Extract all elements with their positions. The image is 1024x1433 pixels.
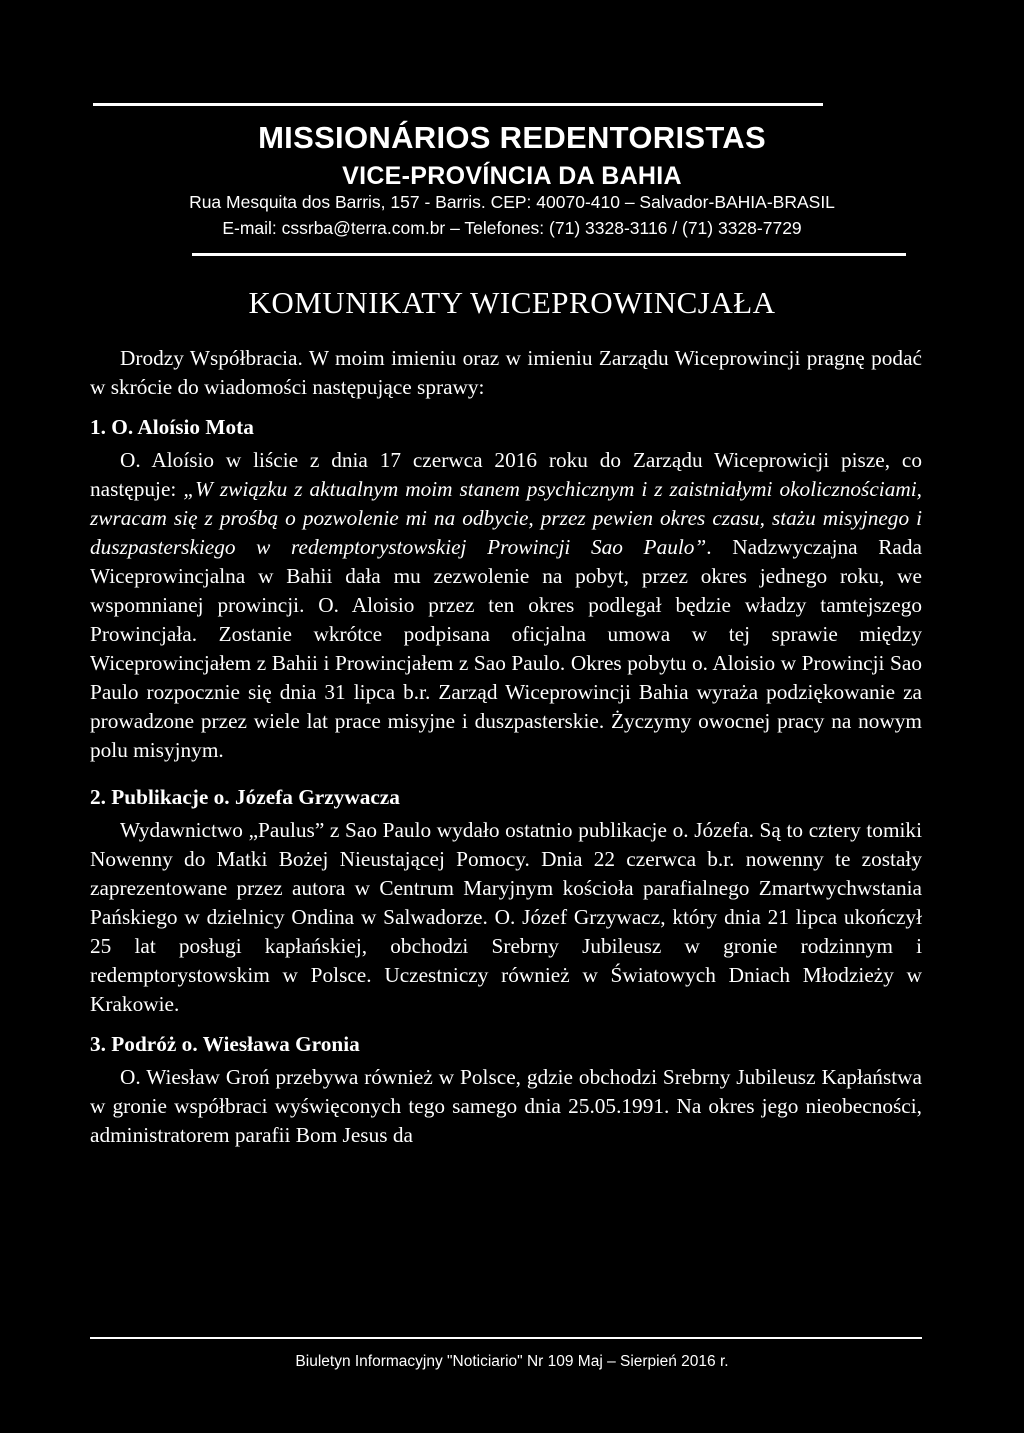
footer-rule: [90, 1337, 922, 1339]
section-heading: 1. O. Aloísio Mota: [90, 415, 254, 439]
section-paragraph: O. Wiesław Groń przebywa również w Polsce, gdzie obchodzi Srebrny Jubileusz Kapłaństwa w gronie współbraci wyświęconych tego samego dnia 25.05.1991. Na okres jego nieobecności, administratorem parafii Bom Jesus da: [90, 1065, 922, 1147]
section-quote: „W związku z aktualnym moim stanem psychicznym i z zaistniałymi okolicznościami, zwracam się z prośbą o pozwolenie mi na odbycie, przez pewien okres czasu, stażu misyjnego i duszpasterskiego w redemptorystowskiej Prowincji Sao Paulo”: [90, 477, 922, 559]
top-rule: [93, 103, 823, 106]
org-name: MISSIONÁRIOS REDENTORISTAS: [258, 120, 766, 155]
section-lead-text: O. Aloísio w liście z dnia 17 czerwca 2016 roku do Zarządu Wiceprowicji pisze, co następuje:: [90, 448, 922, 501]
section-heading: 2. Publikacje o. Józefa Grzywacza: [90, 785, 400, 809]
section-paragraph: Wydawnictwo „Paulus” z Sao Paulo wydało ostatnio publikacje o. Józefa. Są to cztery tomiki Nowenny do Matki Bożej Nieustającej Pomocy. Dnia 22 czerwca b.r. nowenny te zostały zaprezentowane przez autora w Centrum Maryjnym kościoła parafialnego Zmartwychwstania Pańskiego w dzielnicy Ondina w Salwadorze. O. Józef Grzywacz, który dnia 21 lipca ukończył 25 lat posługi kapłańskiej, obchodzi Srebrny Jubileusz w gronie rodzinnym i redemptorystowskim w Polsce. Uczestniczy również w Światowych Dniach Młodzieży w Krakowie.: [90, 818, 922, 1016]
contact-line: E-mail: cssrba@terra.com.br – Telefones: (71) 3328-3116 / (71) 3328-7729: [222, 218, 802, 238]
intro-paragraph: Drodzy Współbracia. W moim imieniu oraz w imieniu Zarządu Wiceprowincji pragnę podać w skrócie do wiadomości następujące sprawy:: [90, 346, 922, 399]
vice-province-name: VICE-PROVÍNCIA DA BAHIA: [342, 162, 682, 190]
document-title: KOMUNIKATY WICEPROWINCJAŁA: [248, 285, 776, 320]
header-rule: [192, 253, 906, 256]
footer-text: Biuletyn Informacyjny "Noticiario" Nr 109 Maj – Sierpień 2016 r.: [295, 1353, 729, 1370]
section-heading: 3. Podróż o. Wiesława Gronia: [90, 1032, 360, 1056]
section-rest-text: . Nadzwyczajna Rada Wiceprowincjalna w Bahii dała mu zezwolenie na pobyt, przez okres jednego roku, we wspomnianej prowincji. O. Aloisio przez ten okres podlegał będzie władzy tamtejszego Prowincjała. Zostanie wkrótce podpisana oficjalna umowa w tej sprawie między Wiceprowincjałem z Bahii i Prowincjałem z Sao Paulo. Okres pobytu o. Aloisio w Prowincji Sao Paulo rozpocznie się dnia 31 lipca b.r. Zarząd Wiceprowincji Bahia wyraża podziękowanie za prowadzone przez wiele lat prace misyjne i duszpasterskie. Życzymy owocnej pracy na nowym polu misyjnym.: [90, 535, 922, 762]
address-line: Rua Mesquita dos Barris, 157 - Barris. CEP: 40070-410 – Salvador-BAHIA-BRASIL: [189, 192, 835, 212]
section-paragraph: [90, 446, 922, 765]
document-body: [90, 344, 922, 1150]
